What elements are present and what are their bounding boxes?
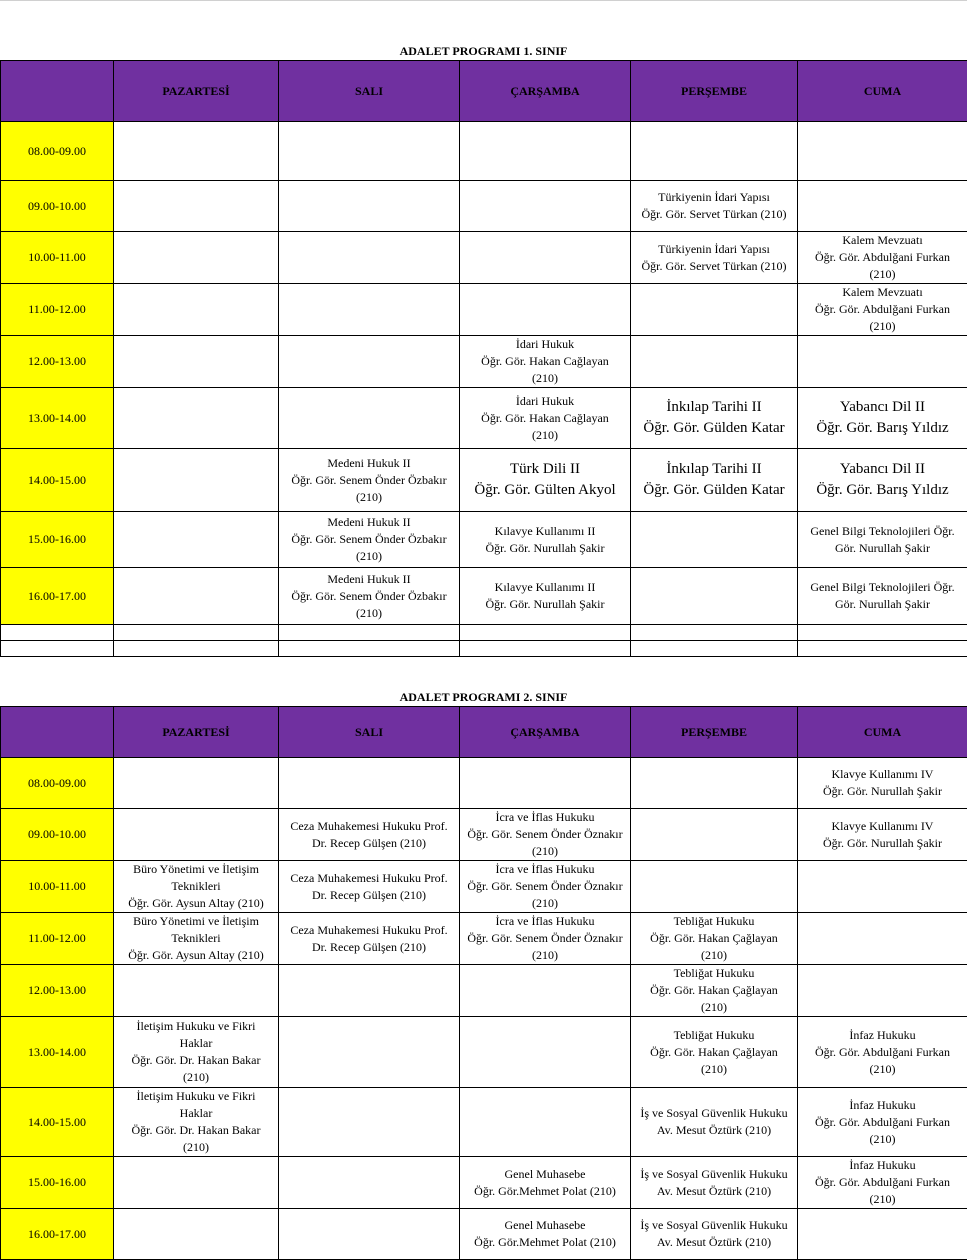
course-line: (210) <box>462 370 628 387</box>
time-slot: 16.00-17.00 <box>1 1209 114 1260</box>
course-line: (210) <box>800 318 965 335</box>
table-row <box>1 512 967 568</box>
time-slot: 08.00-09.00 <box>1 122 114 181</box>
time-slot: 12.00-13.00 <box>1 965 114 1017</box>
course-cell <box>460 568 631 625</box>
day-header: ÇARŞAMBA <box>460 707 631 758</box>
course-line: İnkılap Tarihi II <box>633 397 795 418</box>
course-line: Öğr. Gör. Senem Önder Özbakır <box>281 472 457 489</box>
course-line: Kalem Mevzuatı <box>800 284 965 301</box>
course-line: Gör. Nurullah Şakir <box>800 540 965 557</box>
course-line: (210) <box>633 999 795 1016</box>
empty-cell <box>631 336 798 388</box>
empty-cell <box>631 284 798 336</box>
course-line: Öğr. Gör. Gülden Katar <box>633 480 795 501</box>
empty-cell <box>798 965 967 1017</box>
course-line: Öğr. Gör. Barış Yıldız <box>800 418 965 439</box>
course-line: Öğr. Gör. Hakan Cağlayan <box>462 410 628 427</box>
course-line: Gör. Nurullah Şakir <box>800 596 965 613</box>
schedule-table-1 <box>0 60 967 657</box>
empty-cell <box>114 284 279 336</box>
course-cell <box>114 1088 279 1157</box>
empty-cell <box>114 1157 279 1209</box>
course-cell <box>798 512 967 568</box>
time-slot: 15.00-16.00 <box>1 1157 114 1209</box>
course-cell <box>279 512 460 568</box>
day-header: CUMA <box>798 61 967 122</box>
course-line: (210) <box>281 489 457 506</box>
course-line: Ceza Muhakemesi Hukuku Prof. <box>281 870 457 887</box>
course-cell <box>631 1157 798 1209</box>
table-row <box>1 965 967 1017</box>
table-row <box>1 913 967 965</box>
course-line: İnkılap Tarihi II <box>633 459 795 480</box>
course-line: (210) <box>633 947 795 964</box>
blank-cell <box>460 641 631 657</box>
course-line: Medeni Hukuk II <box>281 571 457 588</box>
course-line: (210) <box>116 1069 276 1086</box>
course-cell <box>114 1017 279 1088</box>
blank-cell <box>631 641 798 657</box>
course-line: (210) <box>462 947 628 964</box>
time-slot: 09.00-10.00 <box>1 809 114 861</box>
empty-cell <box>279 232 460 284</box>
time-slot: 11.00-12.00 <box>1 913 114 965</box>
course-cell <box>631 1017 798 1088</box>
course-line: Öğr. Gör. Nurullah Şakir <box>800 783 965 800</box>
course-line: Öğr. Gör. Hakan Çağlayan <box>633 930 795 947</box>
course-line: Öğr. Gör. Nurullah Şakir <box>800 835 965 852</box>
course-line: Tebliğat Hukuku <box>633 1027 795 1044</box>
sheet-top-gridline <box>0 0 967 1</box>
course-cell <box>279 568 460 625</box>
course-line: Öğr. Gör. Senem Önder Öznakır <box>462 826 628 843</box>
time-slot: 10.00-11.00 <box>1 232 114 284</box>
empty-cell <box>460 284 631 336</box>
course-line: Genel Bilgi Teknolojileri Öğr. <box>800 523 965 540</box>
course-line: (210) <box>800 1061 965 1078</box>
day-header: ÇARŞAMBA <box>460 61 631 122</box>
course-line: Öğr. Gör.Mehmet Polat (210) <box>462 1183 628 1200</box>
course-line: Genel Muhasebe <box>462 1217 628 1234</box>
course-line: Öğr. Gör. Senem Önder Öznakır <box>462 930 628 947</box>
table-row <box>1 568 967 625</box>
blank-cell <box>798 641 967 657</box>
empty-cell <box>279 1088 460 1157</box>
course-line: Genel Bilgi Teknolojileri Öğr. <box>800 579 965 596</box>
course-cell <box>460 449 631 512</box>
course-line: Klavye Kullanımı IV <box>800 818 965 835</box>
corner-header <box>1 61 114 122</box>
course-line: Öğr. Gör. Senem Önder Özbakır <box>281 531 457 548</box>
blank-cell <box>460 625 631 641</box>
empty-cell <box>114 758 279 809</box>
course-line: Teknikleri <box>116 878 276 895</box>
course-line: Öğr. Gör. Hakan Cağlayan <box>462 353 628 370</box>
course-cell <box>631 449 798 512</box>
empty-cell <box>114 449 279 512</box>
empty-cell <box>279 965 460 1017</box>
course-line: Kılavye Kullanımı II <box>462 579 628 596</box>
empty-cell <box>460 232 631 284</box>
course-line: Öğr. Gör. Aysun Altay (210) <box>116 895 276 912</box>
course-line: (210) <box>800 1131 965 1148</box>
course-cell <box>631 232 798 284</box>
course-line: Dr. Recep Gülşen (210) <box>281 835 457 852</box>
empty-cell <box>631 512 798 568</box>
time-slot: 16.00-17.00 <box>1 568 114 625</box>
course-cell <box>279 809 460 861</box>
empty-cell <box>279 758 460 809</box>
course-line: Tebliğat Hukuku <box>633 913 795 930</box>
empty-cell <box>460 1017 631 1088</box>
table-row <box>1 232 967 284</box>
empty-cell <box>798 181 967 232</box>
course-line: Türk Dili II <box>462 459 628 480</box>
blank-cell <box>279 641 460 657</box>
empty-cell <box>460 122 631 181</box>
course-cell <box>631 181 798 232</box>
course-line: Dr. Recep Gülşen (210) <box>281 887 457 904</box>
empty-cell <box>631 809 798 861</box>
day-header: CUMA <box>798 707 967 758</box>
empty-cell <box>798 861 967 913</box>
empty-cell <box>798 913 967 965</box>
empty-cell <box>279 388 460 449</box>
schedule-table-2 <box>0 706 967 1260</box>
table-row <box>1 809 967 861</box>
course-line: Teknikleri <box>116 930 276 947</box>
day-header: PAZARTESİ <box>114 61 279 122</box>
course-line: Öğr. Gör. Servet Türkan (210) <box>633 206 795 223</box>
course-line: Yabancı Dil II <box>800 459 965 480</box>
empty-cell <box>114 232 279 284</box>
course-line: Kalem Mevzuatı <box>800 232 965 249</box>
blank-cell <box>114 625 279 641</box>
course-line: Medeni Hukuk II <box>281 514 457 531</box>
course-line: Haklar <box>116 1105 276 1122</box>
course-cell <box>798 568 967 625</box>
course-line: Ceza Muhakemesi Hukuku Prof. <box>281 818 457 835</box>
course-line: Türkiyenin İdari Yapısı <box>633 189 795 206</box>
time-slot: 13.00-14.00 <box>1 1017 114 1088</box>
empty-cell <box>114 809 279 861</box>
empty-cell <box>279 284 460 336</box>
course-cell <box>798 284 967 336</box>
time-slot: 12.00-13.00 <box>1 336 114 388</box>
course-line: Öğr. Gör. Gülden Katar <box>633 418 795 439</box>
course-line: Av. Mesut Öztürk (210) <box>633 1183 795 1200</box>
table-row <box>1 284 967 336</box>
course-cell <box>798 1017 967 1088</box>
course-line: İcra ve İflas Hukuku <box>462 861 628 878</box>
course-line: Büro Yönetimi ve İletişim <box>116 861 276 878</box>
empty-cell <box>631 568 798 625</box>
course-line: (210) <box>800 1191 965 1208</box>
course-line: İletişim Hukuku ve Fikri <box>116 1088 276 1105</box>
table-row <box>1 122 967 181</box>
empty-cell <box>460 1088 631 1157</box>
course-line: Klavye Kullanımı IV <box>800 766 965 783</box>
time-slot: 08.00-09.00 <box>1 758 114 809</box>
course-line: İdari Hukuk <box>462 393 628 410</box>
course-line: Öğr. Gör. Abdulğani Furkan <box>800 301 965 318</box>
course-line: İnfaz Hukuku <box>800 1097 965 1114</box>
course-line: İş ve Sosyal Güvenlik Hukuku <box>633 1105 795 1122</box>
table-row <box>1 388 967 449</box>
course-cell <box>114 913 279 965</box>
table-row <box>1 449 967 512</box>
course-line: Av. Mesut Öztürk (210) <box>633 1234 795 1251</box>
course-cell <box>460 1157 631 1209</box>
course-line: Öğr. Gör. Senem Önder Özbakır <box>281 588 457 605</box>
empty-cell <box>114 965 279 1017</box>
course-line: İnfaz Hukuku <box>800 1157 965 1174</box>
header-row <box>1 61 967 122</box>
course-line: (210) <box>281 548 457 565</box>
empty-cell <box>798 336 967 388</box>
course-line: İnfaz Hukuku <box>800 1027 965 1044</box>
course-cell <box>460 512 631 568</box>
course-cell <box>460 809 631 861</box>
course-cell <box>631 1088 798 1157</box>
course-line: Öğr. Gör. Hakan Çağlayan <box>633 982 795 999</box>
course-line: Öğr. Gör. Nurullah Şakir <box>462 596 628 613</box>
day-header: PERŞEMBE <box>631 707 798 758</box>
course-line: Öğr. Gör. Nurullah Şakir <box>462 540 628 557</box>
blank-cell <box>114 641 279 657</box>
course-cell <box>460 336 631 388</box>
course-line: Öğr. Gör. Hakan Çağlayan <box>633 1044 795 1061</box>
course-cell <box>798 449 967 512</box>
course-line: Öğr. Gör. Servet Türkan (210) <box>633 258 795 275</box>
course-line: İcra ve İflas Hukuku <box>462 913 628 930</box>
course-cell <box>460 388 631 449</box>
blank-row <box>1 641 967 657</box>
empty-cell <box>114 388 279 449</box>
empty-cell <box>631 758 798 809</box>
day-header: SALI <box>279 707 460 758</box>
course-line: Büro Yönetimi ve İletişim <box>116 913 276 930</box>
table-row <box>1 1017 967 1088</box>
course-line: (210) <box>462 895 628 912</box>
blank-cell <box>279 625 460 641</box>
course-line: Medeni Hukuk II <box>281 455 457 472</box>
day-header: PAZARTESİ <box>114 707 279 758</box>
course-line: Öğr. Gör. Gülten Akyol <box>462 480 628 501</box>
course-line: Öğr. Gör. Abdulğani Furkan <box>800 1114 965 1131</box>
course-line: İdari Hukuk <box>462 336 628 353</box>
course-line: Öğr. Gör. Aysun Altay (210) <box>116 947 276 964</box>
course-cell <box>114 861 279 913</box>
empty-cell <box>114 181 279 232</box>
day-header: SALI <box>279 61 460 122</box>
course-cell <box>798 232 967 284</box>
course-cell <box>460 861 631 913</box>
course-line: İş ve Sosyal Güvenlik Hukuku <box>633 1217 795 1234</box>
header-row <box>1 707 967 758</box>
course-line: Haklar <box>116 1035 276 1052</box>
course-cell <box>631 388 798 449</box>
course-line: İletişim Hukuku ve Fikri <box>116 1018 276 1035</box>
course-line: İcra ve İflas Hukuku <box>462 809 628 826</box>
empty-cell <box>460 965 631 1017</box>
empty-cell <box>460 758 631 809</box>
blank-row <box>1 625 967 641</box>
blank-cell <box>631 625 798 641</box>
table-row <box>1 861 967 913</box>
course-line: (210) <box>800 266 965 283</box>
course-cell <box>631 913 798 965</box>
course-line: Öğr. Gör.Mehmet Polat (210) <box>462 1234 628 1251</box>
course-line: (210) <box>281 605 457 622</box>
blank-cell <box>1 625 114 641</box>
course-cell <box>279 861 460 913</box>
schedule-title-1: ADALET PROGRAMI 1. SINIF <box>0 44 967 59</box>
blank-cell <box>1 641 114 657</box>
course-line: Öğr. Gör. Abdulğani Furkan <box>800 249 965 266</box>
table-row <box>1 336 967 388</box>
empty-cell <box>279 122 460 181</box>
empty-cell <box>114 122 279 181</box>
course-cell <box>798 809 967 861</box>
empty-cell <box>279 336 460 388</box>
course-line: Genel Muhasebe <box>462 1166 628 1183</box>
course-cell <box>798 758 967 809</box>
course-line: Öğr. Gör. Dr. Hakan Bakar <box>116 1052 276 1069</box>
time-slot: 13.00-14.00 <box>1 388 114 449</box>
course-cell <box>798 388 967 449</box>
course-line: Dr. Recep Gülşen (210) <box>281 939 457 956</box>
table-row <box>1 181 967 232</box>
empty-cell <box>114 336 279 388</box>
course-cell <box>631 965 798 1017</box>
course-cell <box>279 449 460 512</box>
time-slot: 09.00-10.00 <box>1 181 114 232</box>
course-line: Öğr. Gör. Senem Önder Öznakır <box>462 878 628 895</box>
course-line: (210) <box>462 427 628 444</box>
course-cell <box>798 1088 967 1157</box>
course-line: (210) <box>633 1061 795 1078</box>
table-row <box>1 1157 967 1209</box>
empty-cell <box>798 122 967 181</box>
course-line: Yabancı Dil II <box>800 397 965 418</box>
course-line: (210) <box>116 1139 276 1156</box>
course-line: Öğr. Gör. Barış Yıldız <box>800 480 965 501</box>
schedule-title-2: ADALET PROGRAMI 2. SINIF <box>0 690 967 705</box>
empty-cell <box>460 181 631 232</box>
blank-cell <box>798 625 967 641</box>
course-cell <box>279 913 460 965</box>
time-slot: 11.00-12.00 <box>1 284 114 336</box>
time-slot: 14.00-15.00 <box>1 449 114 512</box>
empty-cell <box>114 512 279 568</box>
course-cell <box>798 1157 967 1209</box>
empty-cell <box>631 861 798 913</box>
empty-cell <box>114 568 279 625</box>
course-cell <box>460 913 631 965</box>
course-line: Öğr. Gör. Abdulğani Furkan <box>800 1174 965 1191</box>
course-line: İş ve Sosyal Güvenlik Hukuku <box>633 1166 795 1183</box>
course-line: Av. Mesut Öztürk (210) <box>633 1122 795 1139</box>
time-slot: 10.00-11.00 <box>1 861 114 913</box>
course-line: Tebliğat Hukuku <box>633 965 795 982</box>
empty-cell <box>279 1017 460 1088</box>
time-slot: 15.00-16.00 <box>1 512 114 568</box>
table-row <box>1 1088 967 1157</box>
course-line: Kılavye Kullanımı II <box>462 523 628 540</box>
corner-header <box>1 707 114 758</box>
table-row <box>1 758 967 809</box>
empty-cell <box>279 1157 460 1209</box>
empty-cell <box>631 122 798 181</box>
course-line: Türkiyenin İdari Yapısı <box>633 241 795 258</box>
empty-cell <box>279 181 460 232</box>
course-line: Ceza Muhakemesi Hukuku Prof. <box>281 922 457 939</box>
time-slot: 14.00-15.00 <box>1 1088 114 1157</box>
course-line: Öğr. Gör. Dr. Hakan Bakar <box>116 1122 276 1139</box>
course-line: (210) <box>462 843 628 860</box>
course-line: Öğr. Gör. Abdulğani Furkan <box>800 1044 965 1061</box>
day-header: PERŞEMBE <box>631 61 798 122</box>
